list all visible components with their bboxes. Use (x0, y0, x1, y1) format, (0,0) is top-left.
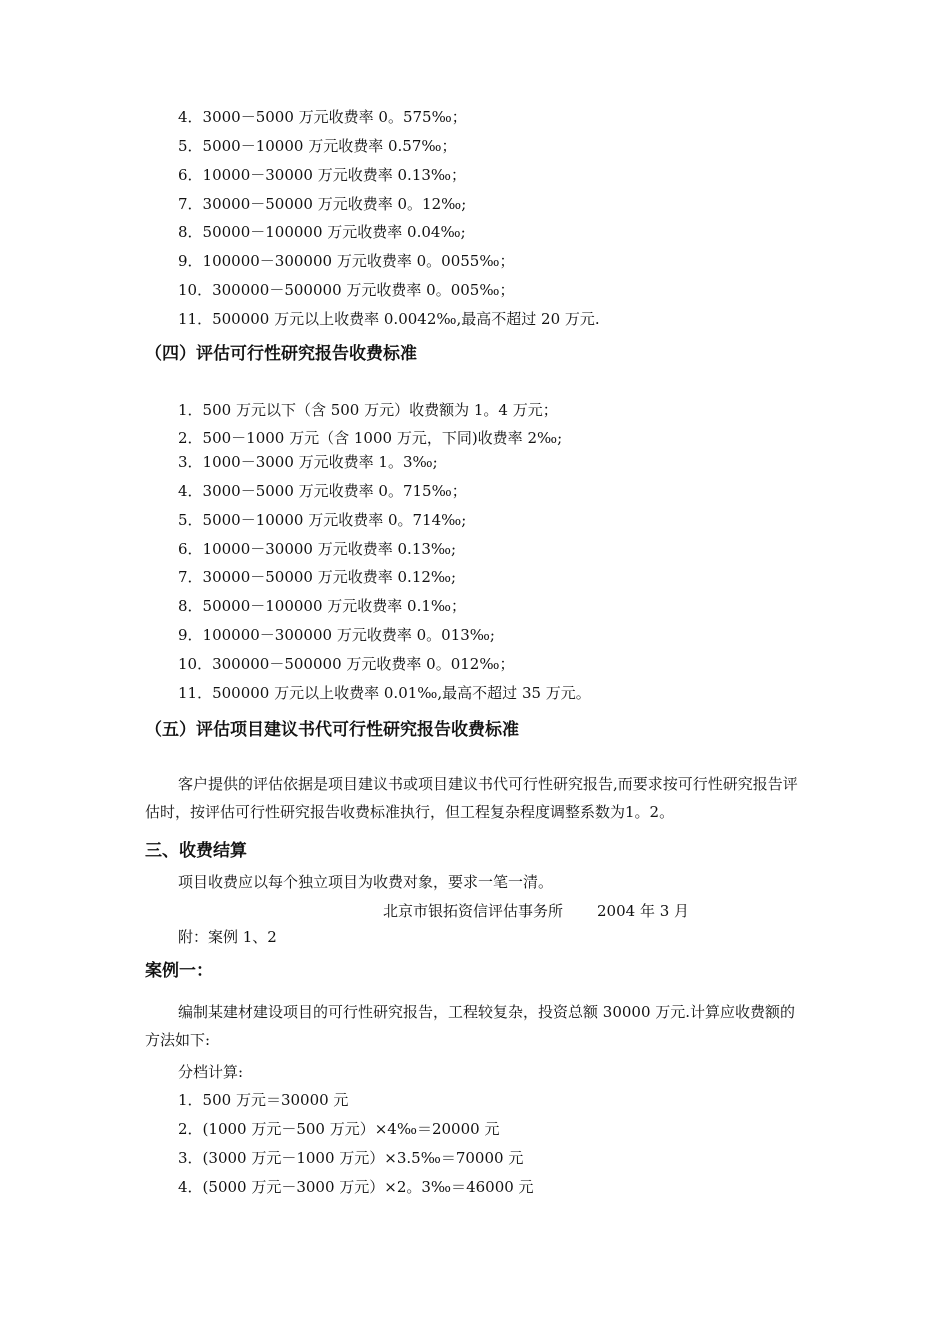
signature-line (383, 901, 689, 921)
list-item: 2．(1000 万元－500 万元）×4‰＝20000 元 (178, 1120, 500, 1138)
list-item: 6．10000－30000 万元收费率 0.13‰; (178, 540, 457, 558)
case-subheading: 分档计算: (178, 1063, 244, 1081)
case-heading: 案例一： (145, 961, 213, 981)
list-item: 7．30000－50000 万元收费率 0。12‰; (178, 195, 467, 213)
list-item: 7．30000－50000 万元收费率 0.12‰; (178, 568, 457, 586)
list-item: 6．10000－30000 万元收费率 0.13‰； (178, 166, 467, 184)
list-item: 11．500000 万元以上收费率 0.01‰,最高不超过 35 万元。 (178, 684, 591, 702)
list-item: 10．300000－500000 万元收费率 0。012‰； (178, 655, 515, 673)
section-heading-5: （五）评估项目建议书代可行性研究报告收费标准 (145, 720, 519, 740)
list-item: 4．3000－5000 万元收费率 0。715‰； (178, 482, 467, 500)
section-heading-4: （四）评估可行性研究报告收费标准 (145, 344, 417, 364)
list-item: 9．100000－300000 万元收费率 0。0055‰； (178, 252, 515, 270)
list-item: 1．500 万元＝30000 元 (178, 1091, 349, 1109)
list-item: 8．50000－100000 万元收费率 0.04‰; (178, 223, 466, 241)
signature-org: 北京市银拓资信评估事务所 (383, 902, 564, 920)
case-paragraph: 编制某建材建设项目的可行性研究报告，工程较复杂，投资总额 30000 万元.计算应收费额的方法如下: (145, 1003, 796, 1049)
attachment-note: 附：案例 1、2 (178, 928, 277, 946)
list-item: 11．500000 万元以上收费率 0.0042‰,最高不超过 20 万元. (178, 310, 600, 328)
list-item: 8．50000－100000 万元收费率 0.1‰； (178, 597, 467, 615)
list-item: 4．(5000 万元－3000 万元）×2。3‰＝46000 元 (178, 1178, 534, 1196)
list-item: 5．5000－10000 万元收费率 0。714‰; (178, 511, 467, 529)
list-item: 5．5000－10000 万元收费率 0.57‰； (178, 137, 457, 155)
body-line: 项目收费应以每个独立项目为收费对象，要求一笔一清。 (178, 873, 554, 891)
section-heading-3: 三、收费结算 (145, 841, 247, 861)
list-item: 2．500－1000 万元（含 1000 万元，下同)收费率 2‰; (178, 429, 563, 447)
list-item: 3．(3000 万元－1000 万元）×3.5‰＝70000 元 (178, 1149, 524, 1167)
list-item: 1．500 万元以下（含 500 万元）收费额为 1。4 万元； (178, 401, 558, 419)
signature-date: 2004 年 3 月 (597, 902, 690, 920)
body-paragraph: 客户提供的评估依据是项目建议书或项目建议书代可行性研究报告,而要求按可行性研究报告评估时，按评估可行性研究报告收费标准执行，但工程复杂程度调整系数为1。2。 (145, 775, 798, 821)
list-item: 4．3000－5000 万元收费率 0。575‰； (178, 108, 467, 126)
list-item: 9．100000－300000 万元收费率 0。013‰; (178, 626, 495, 644)
list-item: 10．300000－500000 万元收费率 0。005‰； (178, 281, 515, 299)
list-item: 3．1000－3000 万元收费率 1。3‰; (178, 453, 438, 471)
